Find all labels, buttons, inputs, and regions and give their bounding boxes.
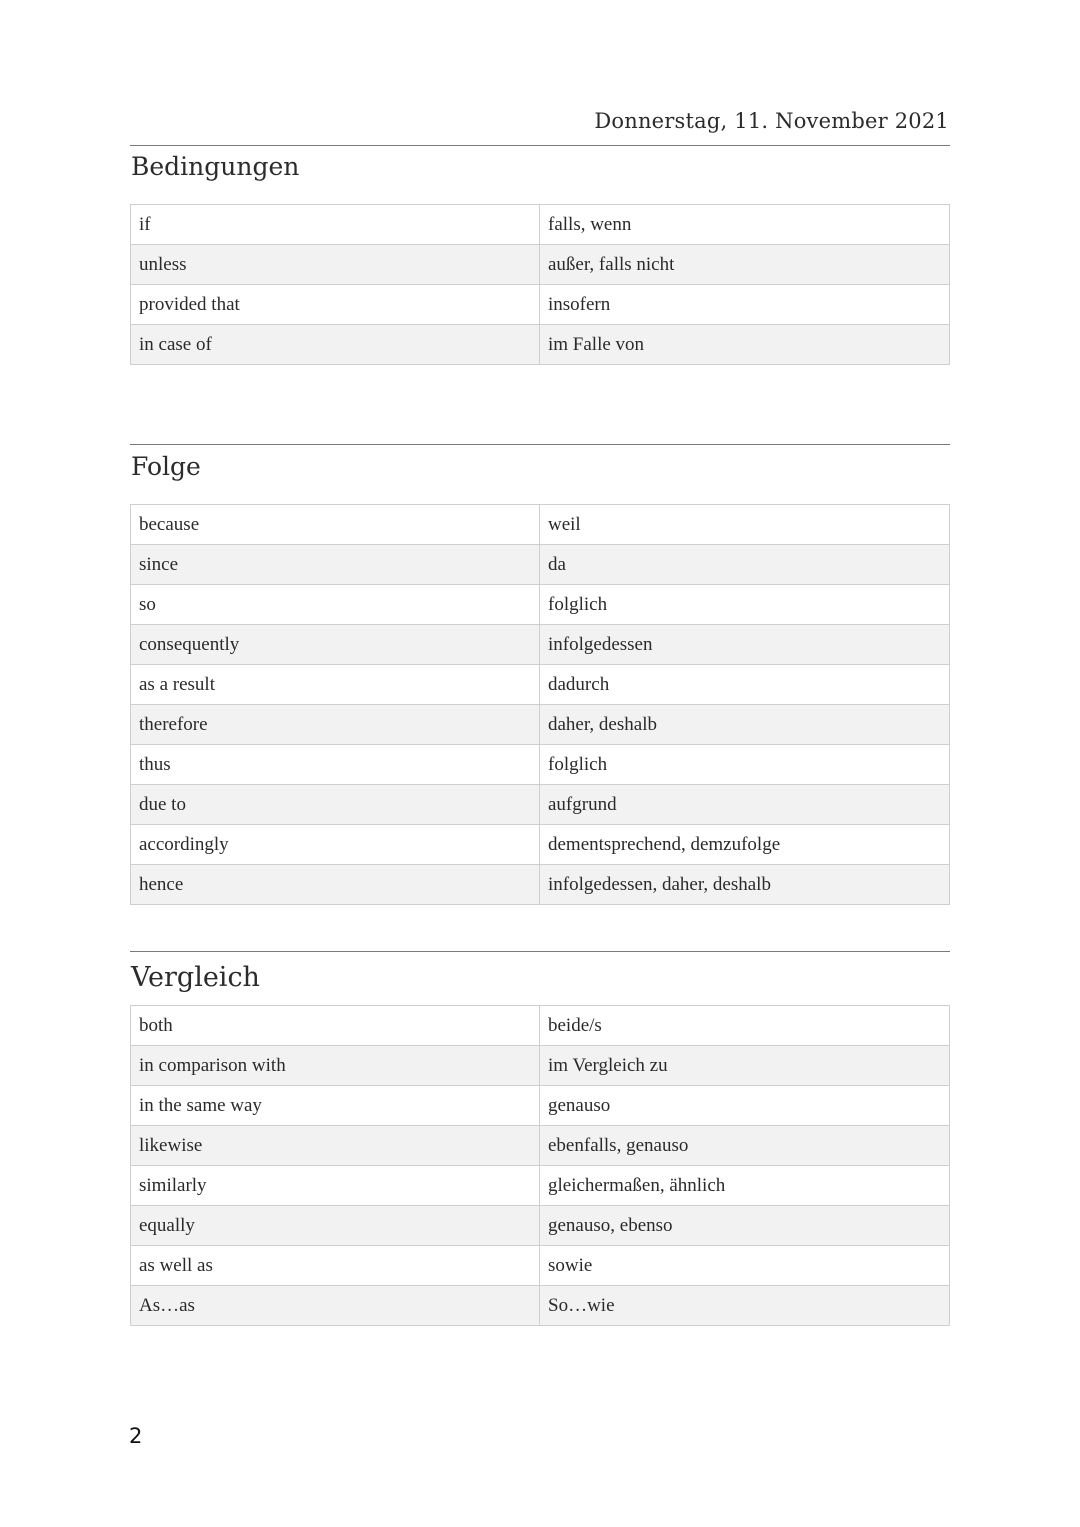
term-german: im Vergleich zu — [540, 1046, 950, 1086]
table-row — [131, 745, 950, 785]
term-german: folglich — [540, 745, 950, 785]
table-row — [131, 505, 950, 545]
term-german: im Falle von — [540, 325, 950, 365]
term-english: in comparison with — [131, 1046, 540, 1086]
table-row — [131, 1126, 950, 1166]
term-english: thus — [131, 745, 540, 785]
table-row — [131, 205, 950, 245]
table-row — [131, 325, 950, 365]
term-english: because — [131, 505, 540, 545]
term-english: if — [131, 205, 540, 245]
term-english: likewise — [131, 1126, 540, 1166]
term-german: genauso, ebenso — [540, 1206, 950, 1246]
term-german: gleichermaßen, ähnlich — [540, 1166, 950, 1206]
vocab-table-vergleich — [130, 1005, 950, 1326]
section-title-bedingungen: Bedingungen — [131, 152, 300, 181]
term-english: therefore — [131, 705, 540, 745]
term-german: insofern — [540, 285, 950, 325]
table-row — [131, 1206, 950, 1246]
term-german: dadurch — [540, 665, 950, 705]
table-row — [131, 1286, 950, 1326]
term-english: equally — [131, 1206, 540, 1246]
term-german: außer, falls nicht — [540, 245, 950, 285]
term-german: folglich — [540, 585, 950, 625]
page-number: 2 — [129, 1424, 143, 1448]
term-german: sowie — [540, 1246, 950, 1286]
table-row — [131, 785, 950, 825]
term-english: provided that — [131, 285, 540, 325]
table-row — [131, 1046, 950, 1086]
vocab-table-bedingungen — [130, 204, 950, 365]
term-english: as a result — [131, 665, 540, 705]
section-title-vergleich: Vergleich — [131, 962, 260, 993]
table-row — [131, 705, 950, 745]
table-row — [131, 865, 950, 905]
header-divider — [130, 145, 950, 146]
term-english: as well as — [131, 1246, 540, 1286]
section-divider — [130, 951, 950, 952]
table-row — [131, 245, 950, 285]
term-german: weil — [540, 505, 950, 545]
table-row — [131, 1246, 950, 1286]
term-german: genauso — [540, 1086, 950, 1126]
term-english: consequently — [131, 625, 540, 665]
section-title-folge: Folge — [131, 452, 201, 481]
term-german: infolgedessen — [540, 625, 950, 665]
term-german: dementsprechend, demzufolge — [540, 825, 950, 865]
term-english: so — [131, 585, 540, 625]
term-english: unless — [131, 245, 540, 285]
table-row — [131, 545, 950, 585]
vocab-table-folge — [130, 504, 950, 905]
table-row — [131, 1006, 950, 1046]
page-date: Donnerstag, 11. November 2021 — [594, 109, 949, 133]
term-german: So…wie — [540, 1286, 950, 1326]
term-german: infolgedessen, daher, deshalb — [540, 865, 950, 905]
term-english: since — [131, 545, 540, 585]
term-english: due to — [131, 785, 540, 825]
table-row — [131, 825, 950, 865]
table-row — [131, 285, 950, 325]
term-german: aufgrund — [540, 785, 950, 825]
term-english: in the same way — [131, 1086, 540, 1126]
table-row — [131, 665, 950, 705]
term-english: accordingly — [131, 825, 540, 865]
table-row — [131, 625, 950, 665]
term-english: both — [131, 1006, 540, 1046]
term-german: da — [540, 545, 950, 585]
section-divider — [130, 444, 950, 445]
term-english: similarly — [131, 1166, 540, 1206]
term-german: beide/s — [540, 1006, 950, 1046]
term-german: daher, deshalb — [540, 705, 950, 745]
table-row — [131, 1166, 950, 1206]
term-german: ebenfalls, genauso — [540, 1126, 950, 1166]
term-english: in case of — [131, 325, 540, 365]
term-english: As…as — [131, 1286, 540, 1326]
table-row — [131, 1086, 950, 1126]
table-row — [131, 585, 950, 625]
term-english: hence — [131, 865, 540, 905]
term-german: falls, wenn — [540, 205, 950, 245]
